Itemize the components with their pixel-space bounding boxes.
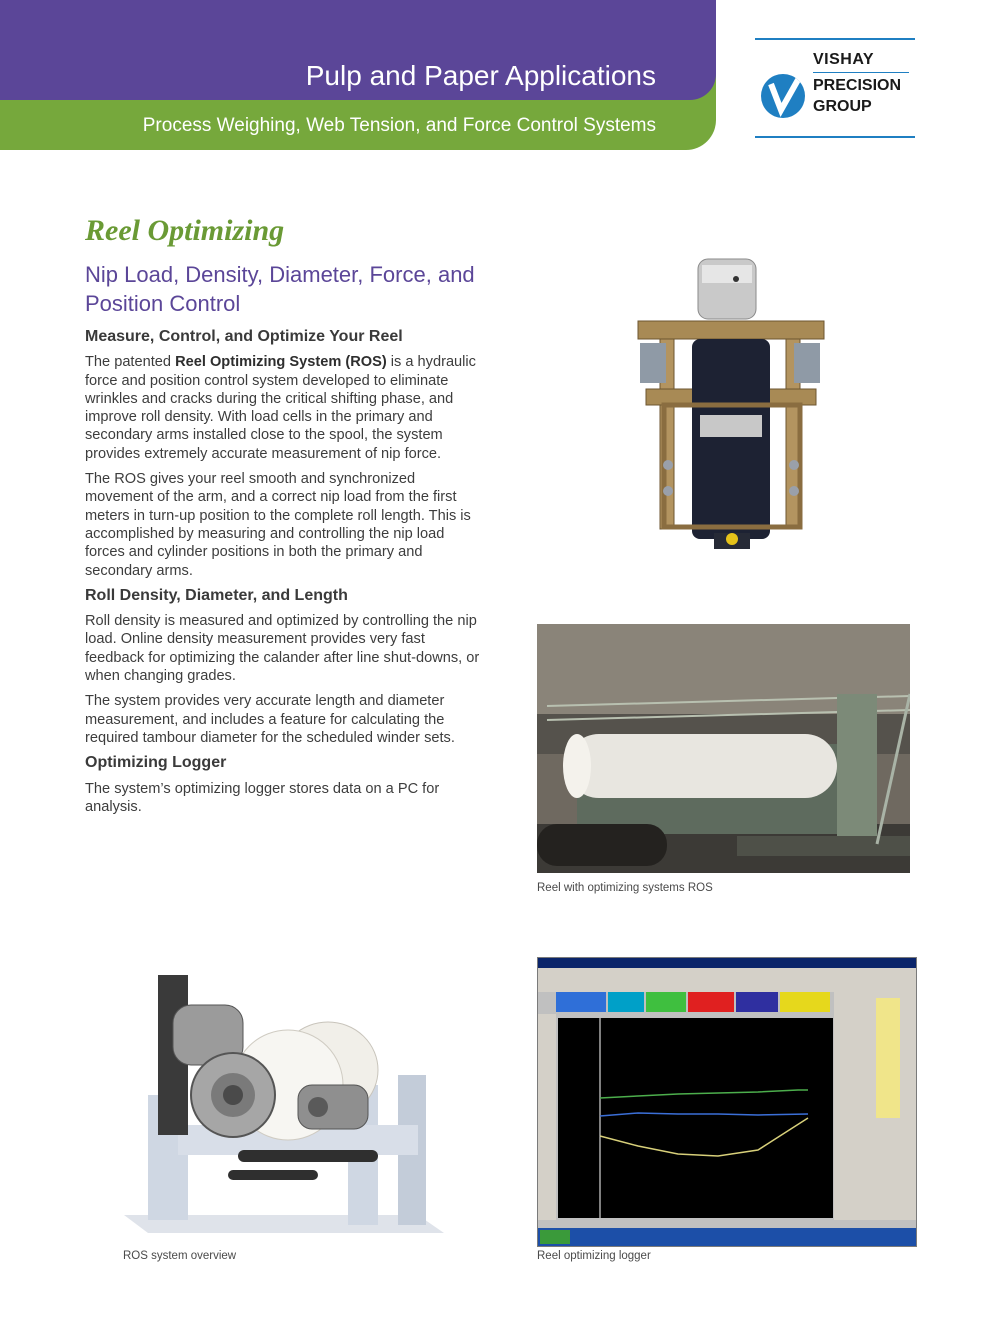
heading-measure-control: Measure, Control, and Optimize Your Reel <box>85 328 403 345</box>
paragraph-logger: The system’s optimizing logger stores data on a PC for analysis. <box>85 780 440 815</box>
heading-optimizing-logger: Optimizing Logger <box>85 754 227 772</box>
photo-ros-system-overview <box>118 965 450 1250</box>
logo-text-group: GROUP <box>813 98 872 115</box>
heading-roll-density: Roll Density, Diameter, and Length <box>85 586 348 604</box>
screenshot-reel-optimizing-logger <box>537 957 917 1247</box>
header-title: Pulp and Paper Applications <box>305 60 656 91</box>
paragraph-ros-intro: The patented Reel Optimizing System (ROS) is a hydraulic force and position control system developed to eliminate wrinkles and cracks during the critical shifting phase, and improve roll density. With load cells in the primary and secondary arms installed close to the spool, the system provides extremely accurate measurement of nip force. <box>85 354 476 462</box>
paragraph-density: Roll density is measured and optimized by controlling the nip load. Online density measurement provides very fast feedback for optimizing the calander after line shut-downs, or when changing grades. <box>85 613 480 685</box>
paragraph-length-diameter: The system provides very accurate length and diameter measurement, and includes a feature for calculating the required tambour diameter for the scheduled winder sets. <box>85 693 455 746</box>
vishay-v-logo-icon <box>761 74 805 118</box>
body-text-column <box>85 328 480 823</box>
caption-logger: Reel optimizing logger <box>537 1250 651 1262</box>
logo-text-vishay: VISHAY <box>813 51 875 68</box>
caption-ros: ROS system overview <box>123 1250 237 1262</box>
caption-reel: Reel with optimizing systems ROS <box>537 882 713 894</box>
vishay-logo <box>755 38 915 138</box>
section-subtitle: Nip Load, Density, Diameter, Force, and Position Control <box>85 262 475 316</box>
photo-hydraulic-cylinder-unit <box>636 255 826 555</box>
paragraph-ros-movement: The ROS gives your reel smooth and synchronized movement of the arm, and a correct nip load from the first meters in turn-up position to the complete roll length. This is accomplished by measuring and controlling the nip load forces and cylinder positions in both the primary and secondary arms. <box>85 471 471 579</box>
section-title: Reel Optimizing <box>85 214 285 247</box>
logo-divider <box>813 72 909 73</box>
photo-paper-reel-machine <box>537 624 910 873</box>
logo-text-precision: PRECISION <box>813 77 902 94</box>
header-subtitle: Process Weighing, Web Tension, and Force Control Systems <box>142 115 656 136</box>
